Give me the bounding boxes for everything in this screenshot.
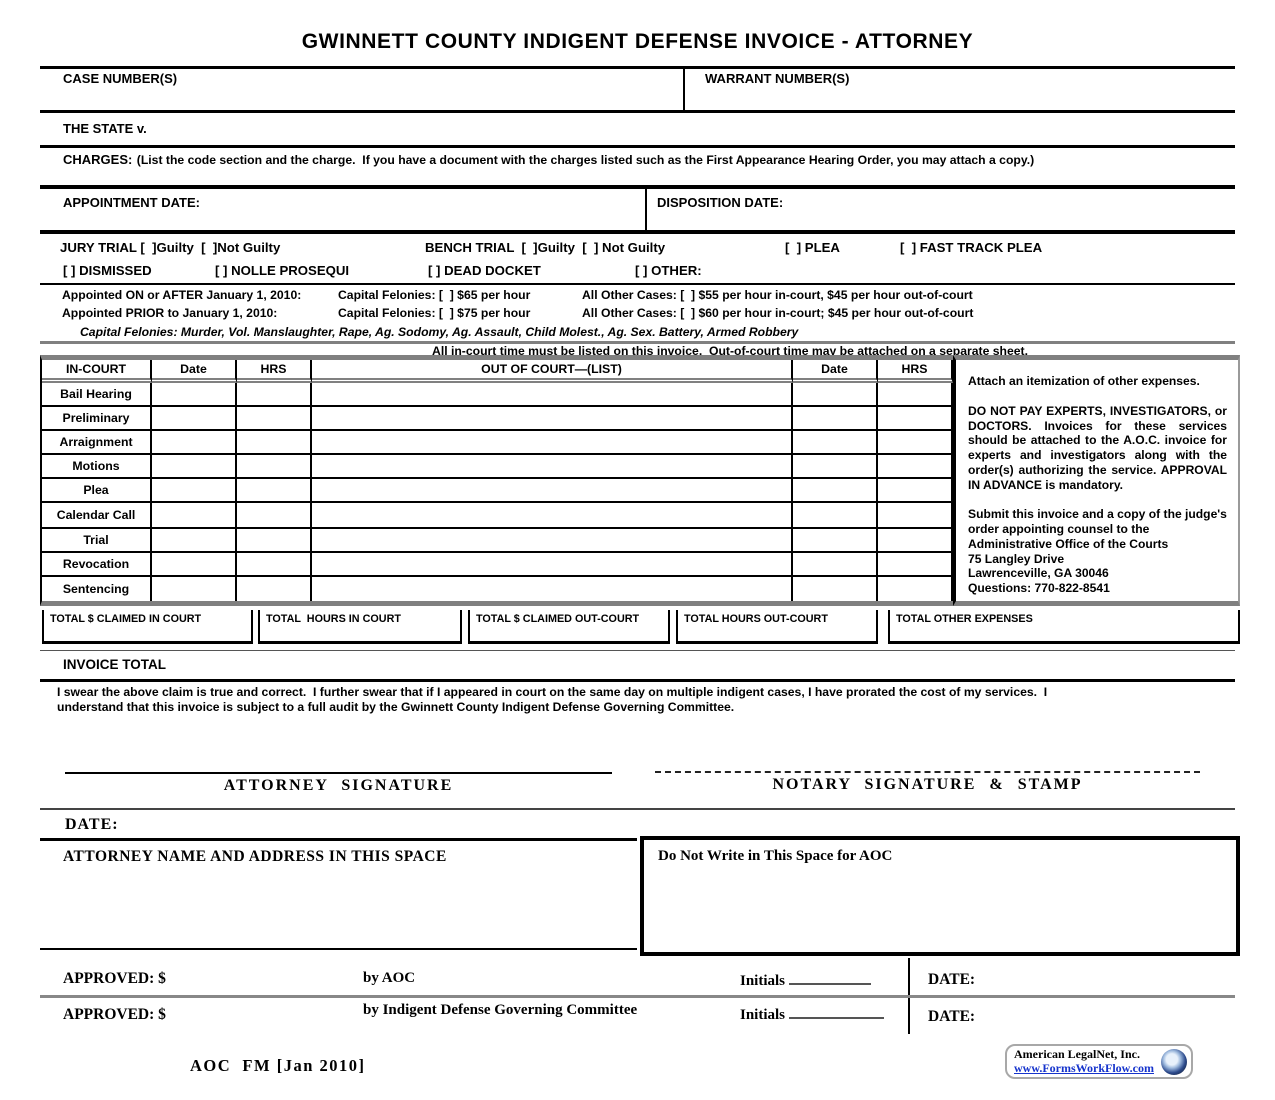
after-capital-rate-checkbox[interactable]: Capital Felonies: [ ] $65 per hour <box>338 288 531 302</box>
total-other-expenses-box[interactable]: TOTAL OTHER EXPENSES <box>888 610 1240 644</box>
disposition-date-label: DISPOSITION DATE: <box>657 195 784 210</box>
total-hours-in-court-box[interactable]: TOTAL HOURS IN COURT <box>258 610 462 644</box>
divider <box>40 145 1235 148</box>
col-header-hrs2: HRS <box>878 360 953 383</box>
table-cell[interactable] <box>237 529 312 553</box>
divider <box>40 808 1235 810</box>
date-committee-label: DATE: <box>928 1008 976 1025</box>
table-cell[interactable] <box>237 503 312 529</box>
col-header-out-of-court: OUT OF COURT—(LIST) <box>312 360 793 383</box>
case-number-field[interactable] <box>66 88 666 108</box>
form-code: AOC FM [Jan 2010] <box>190 1056 366 1075</box>
table-cell[interactable] <box>878 431 953 455</box>
table-cell[interactable] <box>152 431 237 455</box>
table-cell[interactable] <box>793 577 878 601</box>
table-cell[interactable] <box>878 455 953 479</box>
initials-committee-label: Initials <box>740 1007 786 1023</box>
table-cell[interactable] <box>793 431 878 455</box>
experts-note: DO NOT PAY EXPERTS, INVESTIGATORS, or DOCTORS. Invoices for these services should be attached to the A.O.C. invoice for experts and investigators along with the order(s) authorizing the service. APPROVAL IN ADVANCE is mandatory. <box>968 403 1227 492</box>
approved-aoc-label: APPROVED: $ <box>63 970 166 987</box>
by-committee-label: by Indigent Defense Governing Committee <box>363 1002 638 1018</box>
table-cell[interactable] <box>793 479 878 503</box>
oath-statement: I swear the above claim is true and correct. I further swear that if I appeared in court on the same day on multiple indigent cases, I have prorated the cost of my services. I understand that this invoice is subject to a full audit by the Gwinnett County Indigent Defense Governing Committee. <box>57 685 1051 714</box>
other-checkbox[interactable]: [ ] OTHER: <box>635 263 702 278</box>
prior-capital-rate-checkbox[interactable]: Capital Felonies: [ ] $75 per hour <box>338 306 531 320</box>
capital-felonies-note: Capital Felonies: Murder, Vol. Manslaughter, Rape, Ag. Sodomy, Ag. Assault, Child Molest., Ag. Sex. Battery, Armed Robbery <box>80 325 799 339</box>
warrant-number-field[interactable] <box>708 88 1208 108</box>
table-cell[interactable] <box>312 407 793 431</box>
table-cell[interactable] <box>793 529 878 553</box>
legalnet-badge <box>1005 1044 1193 1079</box>
appointed-after-label: Appointed ON or AFTER January 1, 2010: <box>62 288 302 302</box>
initials-aoc <box>740 970 871 990</box>
signature-date-label: DATE: <box>65 816 119 833</box>
table-cell[interactable] <box>237 407 312 431</box>
table-cell[interactable] <box>312 383 793 407</box>
table-cell[interactable] <box>312 455 793 479</box>
col-header-hrs: HRS <box>237 360 312 383</box>
col-header-in-court: IN-COURT <box>42 360 152 383</box>
address-line: 75 Langley Drive <box>968 551 1065 566</box>
charges-note: (List the code section and the charge. If you have a document with the charges listed such as the First Appearance Hearing Order, you may attach a copy.) <box>136 153 1035 167</box>
table-cell[interactable] <box>237 455 312 479</box>
time-table <box>40 355 953 606</box>
date-aoc-field[interactable] <box>995 971 1215 987</box>
by-aoc-label: by AOC <box>363 970 416 986</box>
divider <box>40 66 1235 69</box>
divider <box>40 230 1235 234</box>
globe-logo-icon <box>1161 1049 1187 1075</box>
dismissed-checkbox[interactable]: [ ] DISMISSED <box>63 263 152 278</box>
row-label: Arraignment <box>42 431 152 455</box>
side-notes-panel <box>953 355 1240 606</box>
submit-note: Submit this invoice and a copy of the judge's order appointing counsel to the Administrative Office of the Courts <box>968 507 1227 551</box>
table-cell[interactable] <box>312 479 793 503</box>
table-cell[interactable] <box>878 553 953 577</box>
case-number-label: CASE NUMBER(S) <box>63 71 178 86</box>
row-label: Plea <box>42 479 152 503</box>
table-cell[interactable] <box>878 383 953 407</box>
approved-committee-label: APPROVED: $ <box>63 1006 166 1023</box>
initials-committee-field[interactable] <box>789 1004 884 1019</box>
approved-aoc-amount-field[interactable] <box>190 970 350 986</box>
divider <box>40 679 1235 682</box>
approved-committee-amount-field[interactable] <box>190 1006 350 1022</box>
total-claimed-out-court-box[interactable]: TOTAL $ CLAIMED OUT-COURT <box>468 610 670 644</box>
table-cell[interactable] <box>793 455 878 479</box>
table-cell[interactable] <box>152 407 237 431</box>
in-court-rule-note: All in-court time must be listed on this invoice. Out-of-court time may be attached on a separate sheet. <box>432 344 1028 358</box>
bench-trial-checkboxes[interactable]: BENCH TRIAL [ ]Guilty [ ] Not Guilty <box>425 240 666 255</box>
table-cell[interactable] <box>152 529 237 553</box>
invoice-total-label: INVOICE TOTAL <box>63 657 167 672</box>
initials-aoc-field[interactable] <box>789 970 871 985</box>
row-label: Bail Hearing <box>42 383 152 407</box>
table-cell[interactable] <box>237 553 312 577</box>
table-cell[interactable] <box>793 503 878 529</box>
col-header-date: Date <box>152 360 237 383</box>
address-line: Lawrenceville, GA 30046 <box>968 566 1109 581</box>
appointment-date-field[interactable] <box>230 195 630 213</box>
table-cell[interactable] <box>152 479 237 503</box>
divider <box>40 995 1235 998</box>
table-cell[interactable] <box>312 503 793 529</box>
table-cell[interactable] <box>152 455 237 479</box>
table-cell[interactable] <box>793 407 878 431</box>
table-cell[interactable] <box>237 383 312 407</box>
attorney-name-address-label: ATTORNEY NAME AND ADDRESS IN THIS SPACE <box>63 848 447 865</box>
attorney-signature-line[interactable] <box>65 772 612 774</box>
disposition-date-field[interactable] <box>810 195 1210 213</box>
table-cell[interactable] <box>878 529 953 553</box>
page-title: GWINNETT COUNTY INDIGENT DEFENSE INVOICE - ATTORNEY <box>301 30 974 53</box>
table-cell[interactable] <box>793 553 878 577</box>
table-cell[interactable] <box>152 383 237 407</box>
row-label: Motions <box>42 455 152 479</box>
initials-aoc-label: Initials <box>740 973 786 989</box>
initials-committee <box>740 1004 884 1024</box>
aoc-only-label: Do Not Write in This Space for AOC <box>658 848 893 864</box>
row-label: Preliminary <box>42 407 152 431</box>
table-cell[interactable] <box>237 479 312 503</box>
row-label: Revocation <box>42 553 152 577</box>
table-cell[interactable] <box>312 529 793 553</box>
aoc-only-box[interactable] <box>640 836 1240 956</box>
date-committee-field[interactable] <box>995 1008 1215 1024</box>
table-cell[interactable] <box>152 503 237 529</box>
divider <box>40 185 1235 189</box>
row-label: Calendar Call <box>42 503 152 529</box>
itemization-note: Attach an itemization of other expenses. <box>968 374 1200 388</box>
table-cell[interactable] <box>793 383 878 407</box>
warrant-number-label: WARRANT NUMBER(S) <box>705 71 850 86</box>
dead-docket-checkbox[interactable]: [ ] DEAD DOCKET <box>428 263 541 278</box>
table-cell[interactable] <box>152 553 237 577</box>
total-claimed-in-court-box[interactable]: TOTAL $ CLAIMED IN COURT <box>42 610 253 644</box>
nolle-prosequi-checkbox[interactable]: [ ] NOLLE PROSEQUI <box>215 263 350 278</box>
table-cell[interactable] <box>237 431 312 455</box>
divider <box>645 189 647 230</box>
total-hours-out-court-box[interactable]: TOTAL HOURS OUT-COURT <box>676 610 878 644</box>
jury-trial-checkboxes[interactable]: JURY TRIAL [ ]Guilty [ ]Not Guilty <box>60 240 281 255</box>
appointed-prior-label: Appointed PRIOR to January 1, 2010: <box>62 306 278 320</box>
address-line: Questions: 770-822-8541 <box>968 581 1110 595</box>
col-header-date2: Date <box>793 360 878 383</box>
date-aoc-label: DATE: <box>928 971 976 988</box>
table-cell[interactable] <box>878 479 953 503</box>
fast-track-plea-checkbox[interactable]: [ ] FAST TRACK PLEA <box>900 240 1043 255</box>
table-cell[interactable] <box>312 577 793 601</box>
row-label: Trial <box>42 529 152 553</box>
invoice-total-field[interactable] <box>200 657 600 673</box>
attorney-name-address-box[interactable] <box>40 838 637 950</box>
defendant-name-field[interactable] <box>160 121 1060 139</box>
table-cell[interactable] <box>878 577 953 601</box>
prior-other-rate-checkbox[interactable]: All Other Cases: [ ] $60 per hour in-court; $45 per hour out-of-court <box>582 306 974 320</box>
divider <box>40 110 1235 113</box>
table-cell[interactable] <box>312 553 793 577</box>
legalnet-name: American LegalNet, Inc. <box>1014 1047 1140 1062</box>
table-cell[interactable] <box>312 431 793 455</box>
table-cell[interactable] <box>878 503 953 529</box>
state-v-label: THE STATE v. <box>63 121 147 136</box>
plea-checkbox[interactable]: [ ] PLEA <box>785 240 840 255</box>
notary-signature-label: NOTARY SIGNATURE & STAMP <box>772 776 1083 793</box>
after-other-rate-checkbox[interactable]: All Other Cases: [ ] $55 per hour in-court, $45 per hour out-of-court <box>582 288 973 302</box>
table-cell[interactable] <box>152 577 237 601</box>
attorney-signature-label: ATTORNEY SIGNATURE <box>223 777 454 794</box>
divider <box>40 283 1235 285</box>
charges-field[interactable] <box>63 168 1213 184</box>
table-cell[interactable] <box>878 407 953 431</box>
row-label: Sentencing <box>42 577 152 601</box>
notary-signature-line[interactable] <box>655 771 1200 773</box>
charges-label: CHARGES: <box>63 152 133 167</box>
divider <box>683 66 685 110</box>
legalnet-url-link[interactable]: www.FormsWorkFlow.com <box>1014 1060 1154 1075</box>
signature-date-field[interactable] <box>140 816 540 832</box>
divider <box>40 650 1235 651</box>
appointment-date-label: APPOINTMENT DATE: <box>63 195 200 210</box>
table-cell[interactable] <box>237 577 312 601</box>
